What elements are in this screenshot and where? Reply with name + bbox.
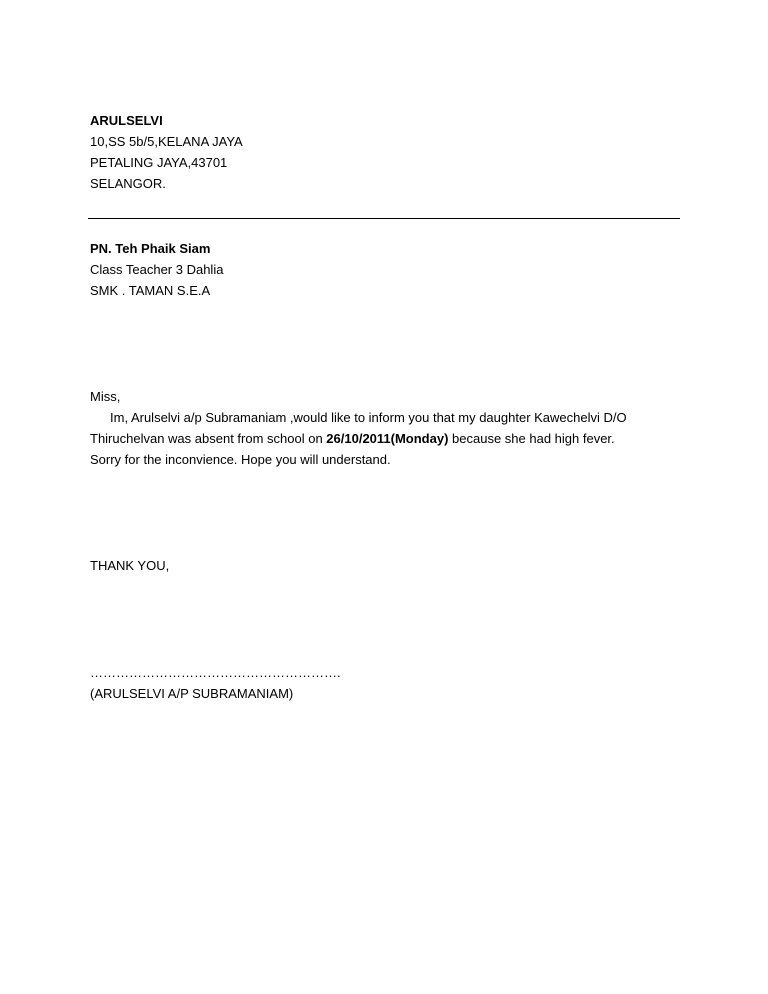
sender-address-line-1: 10,SS 5b/5,KELANA JAYA [90,134,243,149]
body-line-2 [90,428,690,449]
sender-address-line-3: SELANGOR. [90,176,166,191]
closing-block [90,555,690,576]
absence-date: 26/10/2011(Monday) [326,431,449,446]
salutation: Miss, [90,389,121,404]
recipient-block [90,238,690,301]
divider-line [88,218,680,219]
body-line-3: Sorry for the inconvience. Hope you will understand. [90,452,391,467]
closing-text: THANK YOU, [90,558,170,573]
body-line-2-end: because she had high fever. [448,431,615,446]
sender-name: ARULSELVI [90,113,163,128]
sender-block [90,110,690,194]
signature-block [90,662,690,704]
body-line-1: Im, Arulselvi a/p Subramaniam ,would like to inform you that my daughter Kawechelvi D/O [110,410,627,425]
signature-dots: …………………………………………………. [90,665,341,680]
letter-body [90,386,690,470]
recipient-school: SMK . TAMAN S.E.A [90,283,211,298]
signature-name: (ARULSELVI A/P SUBRAMANIAM) [90,686,294,701]
recipient-name: PN. Teh Phaik Siam [90,241,211,256]
body-line-2-start: Thiruchelvan was absent from school on [90,431,327,446]
sender-address-line-2: PETALING JAYA,43701 [90,155,228,170]
recipient-title: Class Teacher 3 Dahlia [90,262,224,277]
